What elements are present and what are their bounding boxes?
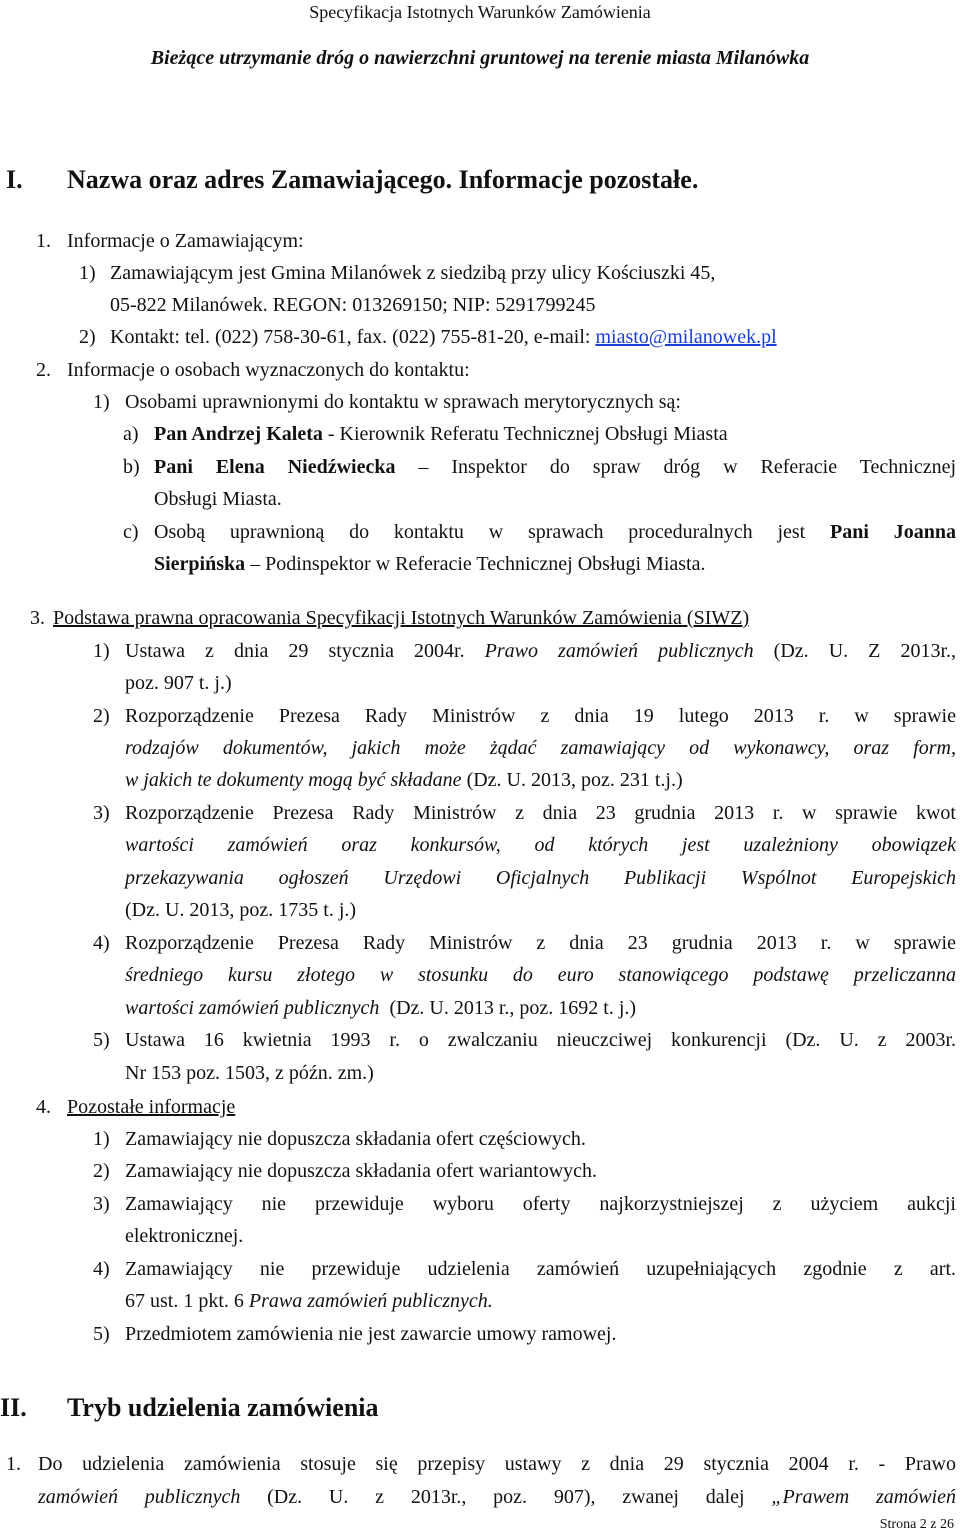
section-2-number: II. (0, 1393, 27, 1422)
legal-reference: (Dz. U. 2013, poz. 231 t.j.) (461, 769, 683, 791)
legal-basis-3: Rozporządzenie Prezesa Rady Ministrów z dnia 23 grudnia 2013 r. w sprawie kwot (125, 802, 956, 824)
contact-persons-intro: Osobami uprawnionymi do kontaktu w sprawach merytorycznych są: (125, 391, 681, 413)
zamawiajacy-regon-line: 05-822 Milanówek. REGON: 013269150; NIP: 5291799245 (110, 294, 596, 316)
act-title: zamówień publicznych (38, 1486, 241, 1508)
point-3-heading: Podstawa prawna opracowania Specyfikacji Istotnych Warunków Zamówienia (SIWZ) (53, 607, 750, 629)
section-2-title: Tryb udzielenia zamówienia (67, 1393, 379, 1422)
item-number: 4) (93, 932, 110, 954)
person-name: Pani Elena Niedźwiecka (154, 456, 396, 478)
legal-basis-5-cont: Nr 153 poz. 1503, z późn. zm.) (125, 1062, 374, 1084)
act-title: w jakich te dokumenty mogą być składane (125, 769, 462, 791)
legal-basis-3-title: wartości zamówień oraz konkursów, od których jest uzależniony obowiązek (125, 834, 956, 856)
zamawiajacy-address-line: Zamawiającym jest Gmina Milanówek z siedzibą przy ulicy Kościuszki 45, (110, 262, 716, 284)
legal-basis-2-title: rodzajów dokumentów, jakich może żądać zamawiający od wykonawcy, oraz form, (125, 737, 956, 759)
legal-basis-4-title: średniego kursu złotego w stosunku do euro stanowiącego podstawę przeliczanna (125, 964, 956, 986)
legal-basis-2-cont (125, 767, 683, 793)
email-link[interactable]: miasto@milanowek.pl (595, 326, 777, 348)
item-number: 2) (93, 1160, 110, 1182)
legal-basis-4: Rozporządzenie Prezesa Rady Ministrów z dnia 23 grudnia 2013 r. w sprawie (125, 932, 956, 954)
legal-basis-3-title-cont: przekazywania ogłoszeń Urzędowi Oficjalnych Publikacji Wspólnot Europejskich (125, 867, 956, 889)
item-number: 1) (93, 640, 110, 662)
contact-text: Kontakt: tel. (022) 758-30-61, fax. (022) 755-81-20, e-mail: (110, 326, 596, 348)
section-1-title: Nazwa oraz adres Zamawiającego. Informacje pozostałe. (67, 165, 699, 194)
other-info-5: Przedmiotem zamówienia nie jest zawarcie umowy ramowej. (125, 1323, 617, 1345)
other-info-3-cont: elektronicznej. (125, 1225, 244, 1247)
point-2-number: 2. (36, 359, 51, 381)
person-name: Pani Joanna (830, 521, 956, 543)
person-name: Pan Andrzej Kaleta (154, 423, 323, 445)
other-info-3: Zamawiający nie przewiduje wyboru oferty najkorzystniejszej z użyciem aukcji (125, 1193, 956, 1215)
contact-person-a (154, 421, 728, 447)
item-number: 4) (93, 1258, 110, 1280)
legal-basis-5: Ustawa 16 kwietnia 1993 r. o zwalczaniu nieuczciwej konkurencji (Dz. U. z 2003r. (125, 1029, 956, 1051)
point-3-number: 3. (30, 607, 45, 629)
point-1-number: 1. (36, 230, 51, 252)
person-role: – Inspektor do spraw dróg w Referacie Technicznej (395, 456, 957, 478)
item-number: 1) (93, 1128, 110, 1150)
act-title: Prawo zamówień publicznych (484, 640, 754, 662)
procedural-contact-text: Osobą uprawnioną do kontaktu w sprawach proceduralnych jest (154, 521, 831, 543)
item-number: 5) (93, 1029, 110, 1051)
contact-person-b-cont: Obsługi Miasta. (154, 488, 282, 510)
legal-reference: (Dz. U. 2013 r., poz. 1692 t. j.) (379, 997, 637, 1019)
legal-basis-3-reference: (Dz. U. 2013, poz. 1735 t. j.) (125, 899, 357, 921)
legal-basis-2: Rozporządzenie Prezesa Rady Ministrów z dnia 19 lutego 2013 r. w sprawie (125, 705, 956, 727)
item-number: 2) (93, 705, 110, 727)
legal-basis-4-cont (125, 995, 636, 1021)
act-title: wartości zamówień publicznych (125, 997, 380, 1019)
other-info-4-cont (125, 1288, 493, 1314)
act-title: „Prawem zamówień (771, 1486, 956, 1508)
person-surname: Sierpińska (154, 553, 246, 575)
contact-person-c-cont (154, 551, 706, 577)
legal-reference: (Dz. U. Z 2013r., (753, 640, 957, 662)
section-2-point-1-number: 1. (6, 1453, 21, 1475)
act-title: Prawa zamówień publicznych. (248, 1290, 493, 1312)
item-number: 1) (79, 262, 96, 284)
contact-person-b (154, 454, 956, 480)
subitem-letter: c) (123, 521, 139, 543)
item-number: 2) (79, 326, 96, 348)
legal-text: Ustawa z dnia 29 stycznia 2004r. (125, 640, 485, 662)
document-header-subject: Bieżące utrzymanie dróg o nawierzchni gruntowej na terenie miasta Milanówka (150, 47, 810, 69)
person-role: – Podinspektor w Referacie Technicznej Obsługi Miasta. (245, 553, 706, 575)
legal-basis-1-cont: poz. 907 t. j.) (125, 672, 232, 694)
contact-line (110, 324, 777, 350)
section-2-point-1: Do udzielenia zamówienia stosuje się przepisy ustawy z dnia 29 stycznia 2004 r. - Prawo (38, 1453, 956, 1475)
legal-basis-1 (125, 638, 956, 664)
section-2-point-1-cont (38, 1484, 956, 1510)
item-number: 1) (93, 391, 110, 413)
document-header-title: Specyfikacja Istotnych Warunków Zamówienia (309, 2, 651, 22)
point-2-heading: Informacje o osobach wyznaczonych do kontaktu: (67, 359, 470, 381)
legal-reference: (Dz. U. z 2013r., poz. 907), zwanej dalej (240, 1486, 772, 1508)
section-1-number: I. (6, 165, 23, 194)
other-info-4: Zamawiający nie przewiduje udzielenia zamówień uzupełniających zgodnie z art. (125, 1258, 956, 1280)
item-number: 5) (93, 1323, 110, 1345)
item-number: 3) (93, 802, 110, 824)
point-4-number: 4. (36, 1096, 51, 1118)
legal-reference: 67 ust. 1 pkt. 6 (125, 1290, 249, 1312)
point-4-heading: Pozostałe informacje (67, 1096, 236, 1118)
subitem-letter: a) (123, 423, 139, 445)
point-1-heading: Informacje o Zamawiającym: (67, 230, 304, 252)
contact-person-c (154, 519, 956, 545)
subitem-letter: b) (123, 456, 140, 478)
other-info-2: Zamawiający nie dopuszcza składania ofert wariantowych. (125, 1160, 598, 1182)
page-number: Strona 2 z 26 (879, 1517, 954, 1532)
person-role: - Kierownik Referatu Technicznej Obsługi Miasta (322, 423, 728, 445)
item-number: 3) (93, 1193, 110, 1215)
other-info-1: Zamawiający nie dopuszcza składania ofert częściowych. (125, 1128, 586, 1150)
